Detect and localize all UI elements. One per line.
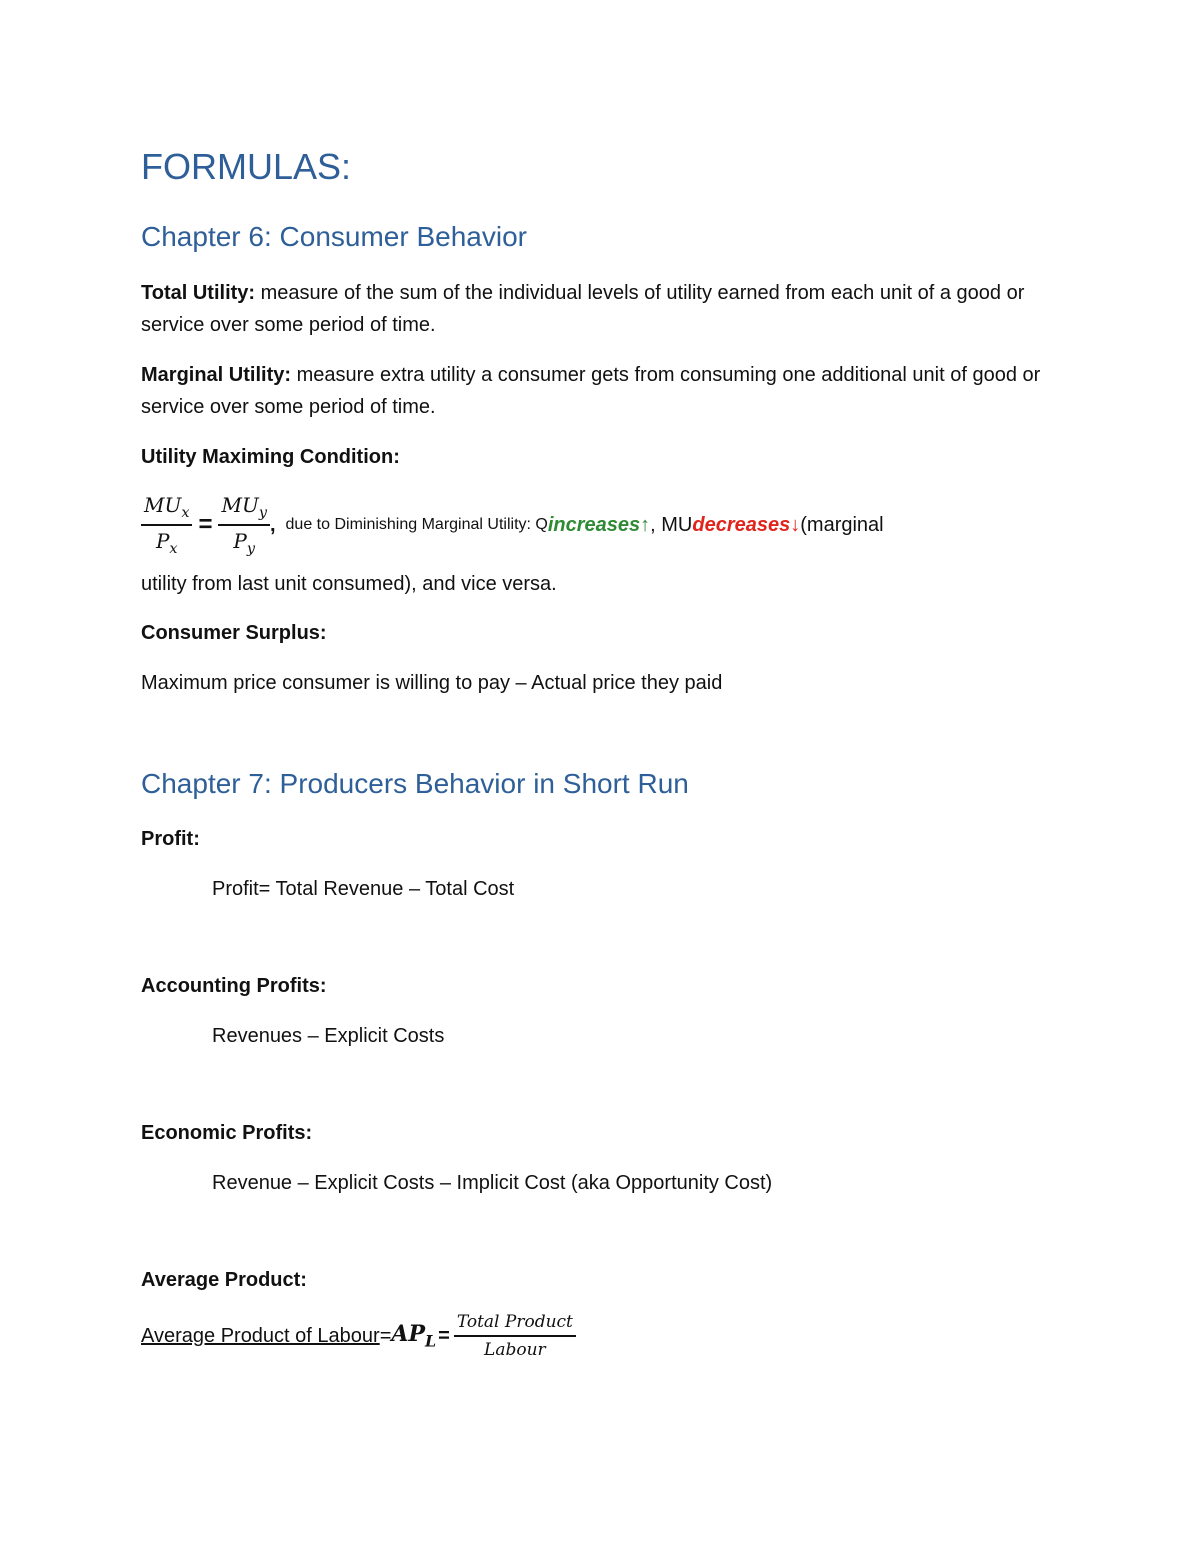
marginal-utility-definition [141, 359, 1071, 423]
profit-term: Profit: [141, 828, 200, 850]
consumer-surplus-formula: Maximum price consumer is willing to pay – Actual price they paid [141, 672, 723, 694]
utility-max-continuation: utility from last unit consumed), and vice versa. [141, 573, 557, 595]
chapter-7-heading: Chapter 7: Producers Behavior in Short Run [141, 768, 689, 799]
economic-profits-term: Economic Profits: [141, 1122, 313, 1144]
mux-over-px-fraction: $\frac{MU_x}{P_x}$ [141, 493, 192, 557]
muy-over-py-fraction: $\frac{MU_y}{P_y}$ [218, 493, 269, 557]
page-title: FORMULAS: [141, 146, 352, 187]
average-product-term: Average Product: [141, 1269, 307, 1291]
increases-text: increases↑ [547, 513, 651, 536]
apl-fraction: $\frac{\text{Total Product}}{\text{Labour}}$ [454, 1312, 576, 1360]
accounting-profits-term: Accounting Profits: [141, 975, 327, 997]
decreases-text: decreases↓ [692, 513, 801, 536]
apl-symbol: $AP_L$ [391, 1321, 437, 1351]
profit-formula: Profit= Total Revenue – Total Cost [212, 878, 515, 900]
total-utility-definition [141, 277, 1071, 341]
accounting-profits-formula: Revenues – Explicit Costs [212, 1025, 445, 1047]
consumer-surplus-term: Consumer Surplus: [141, 622, 327, 644]
dmu-note: due to Diminishing Marginal Utility: Q [285, 516, 548, 534]
chapter-6-heading: Chapter 6: Consumer Behavior [141, 221, 527, 252]
total-utility-text: measure of the sum of the individual levels of utility earned from each unit of a good or service over some period of time. [141, 282, 1025, 336]
average-product-formula: Average Product of Labour = $AP_L$ = $\frac{\text{Total Product}}{\text{Labour}}$ [141, 1312, 576, 1360]
economic-profits-formula: Revenue – Explicit Costs – Implicit Cost (aka Opportunity Cost) [212, 1172, 773, 1194]
equals-sign: = [198, 511, 213, 539]
utility-max-formula: $\frac{MU_x}{P_x}$ = $\frac{MU_y}{P_y}$ , due to Diminishing Marginal Utility: Q increases↑ , MU decreases↓ (marginal [141, 493, 884, 557]
marginal-utility-text: measure extra utility a consumer gets from consuming one additional unit of good or service over some period of time. [141, 364, 1041, 418]
marginal-utility-term: Marginal Utility: [141, 364, 292, 386]
utility-max-term: Utility Maximing Condition: [141, 446, 400, 468]
total-utility-term: Total Utility: [141, 282, 256, 304]
apl-label: Average Product of Labour [141, 1324, 380, 1347]
